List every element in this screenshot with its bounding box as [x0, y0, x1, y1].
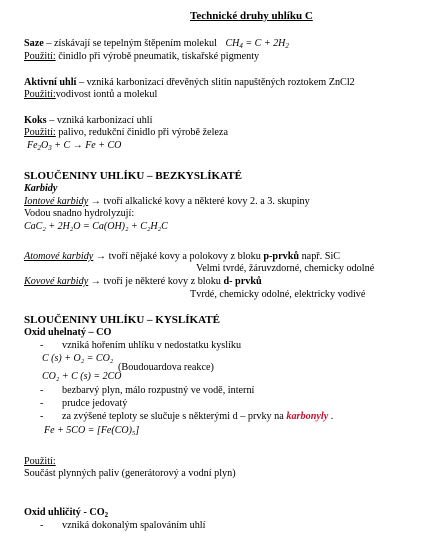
saze-use	[24, 51, 259, 63]
saze-term: Saze	[24, 38, 44, 49]
saze-line	[24, 38, 289, 50]
koks-term: Koks	[24, 115, 47, 126]
aktivni-line	[24, 77, 355, 89]
page-title: Technické druhy uhlíku C	[190, 10, 313, 22]
co-item-1: vzniká hořením uhlíku v nedostatku kyslíku	[62, 340, 242, 351]
co-equation-2: CO₂ + C (s) = 2CO	[42, 371, 122, 382]
koks-use-text: palivo, redukční činidlo při výrobě železa	[55, 127, 228, 138]
koks-equation: $Fe_2O_3 + C \to Fe$ + CO	[27, 140, 122, 152]
aktivni-use-text: vodivost iontů a molekul	[55, 89, 158, 100]
oxid-uhlicity-heading: Oxid uhličitý - $CO_2$	[24, 507, 109, 519]
kovove-bold: d- prvků	[223, 276, 262, 287]
co-item-4-period: .	[328, 411, 334, 422]
hydrolyza-line: Vodou snadno hydrolyzují:	[24, 208, 135, 219]
aktivni-desc: – vzniká karbonizací dřevěných slitin napuštěných roztokem ZnCl2	[76, 77, 355, 88]
atomove-bold: p-prvků	[263, 251, 300, 262]
co-use-label: Použití:	[24, 456, 56, 467]
koks-line	[24, 115, 152, 127]
atomove-term: Atomové karbidy	[24, 251, 94, 262]
co-item-3: prudce jedovatý	[62, 398, 128, 409]
kovove-props: Tvrdé, chemicky odolné, elektricky vodivé	[190, 289, 366, 300]
koks-use-label: Použití:	[24, 127, 56, 138]
co-equation-3: Fe + 5CO = [Fe(CO)₅]	[44, 425, 140, 436]
aktivni-term: Aktivní uhlí	[24, 77, 77, 88]
bezkyslikate-heading: SLOUČENINY UHLÍKU – BEZKYSLÍKATÉ	[24, 170, 242, 182]
atomove-karbidy-line	[24, 251, 340, 263]
atomove-props: Velmi tvrdé, žáruvzdorné, chemicky odolné	[196, 263, 375, 274]
karbidy-subheading: Karbidy	[24, 183, 58, 194]
co-item-4: za zvýšené teploty se slučuje s některými d – prvky na	[62, 411, 287, 422]
aktivni-use	[24, 89, 157, 101]
boudouard-note: (Boudouardova reakce)	[118, 362, 214, 373]
kovove-desc: → tvoří je některé kovy z bloku	[88, 276, 224, 287]
iontove-desc: → tvoří alkalické kovy a některé kovy 2. a 3. skupiny	[88, 196, 310, 207]
co-item-4-line	[62, 411, 333, 423]
karbonyly-term: karbonyly	[286, 411, 329, 422]
karbid-equation: CaC₂ + 2H₂O = Ca(OH)₂ + C₂H₂C	[24, 221, 168, 232]
koks-desc: – vzniká karbonizací uhlí	[46, 115, 153, 126]
list-item: -	[40, 385, 44, 396]
iontove-term: Iontové karbidy	[24, 196, 89, 207]
saze-use-text: činidlo při výrobě pneumatik, tiskařské pigmenty	[55, 51, 260, 62]
atomove-desc: → tvoří nějaké kovy a polokovy z bloku	[93, 251, 264, 262]
co2-item-1: vzniká dokonalým spalováním uhlí	[62, 520, 206, 531]
list-item: -	[40, 520, 44, 531]
iontove-karbidy-line	[24, 196, 310, 208]
saze-use-label: Použití:	[24, 51, 56, 62]
saze-desc: – získávají se tepelným štěpením molekul	[43, 38, 217, 49]
list-item: -	[40, 398, 44, 409]
co-use-text: Součást plynných paliv (generátorový a vodní plyn)	[24, 468, 236, 479]
atomove-tail: např. SiC	[299, 251, 341, 262]
koks-use	[24, 127, 228, 139]
oxid-uhelnaty-heading: Oxid uhelnatý – CO	[24, 327, 112, 338]
saze-equation: $CH_4 = C + 2H_2$	[225, 38, 289, 50]
list-item: -	[40, 340, 44, 351]
kovove-karbidy-line	[24, 276, 262, 288]
co-equation-1: C (s) + O₂ = CO₂	[42, 353, 114, 364]
co-item-2: bezbarvý plyn, málo rozpustný ve vodě, interní	[62, 385, 255, 396]
aktivni-use-label: Použití:	[24, 89, 56, 100]
kovove-term: Kovové karbidy	[24, 276, 89, 287]
list-item: -	[40, 411, 44, 422]
kyslikate-heading: SLOUČENINY UHLÍKU – KYSLÍKATÉ	[24, 314, 220, 326]
